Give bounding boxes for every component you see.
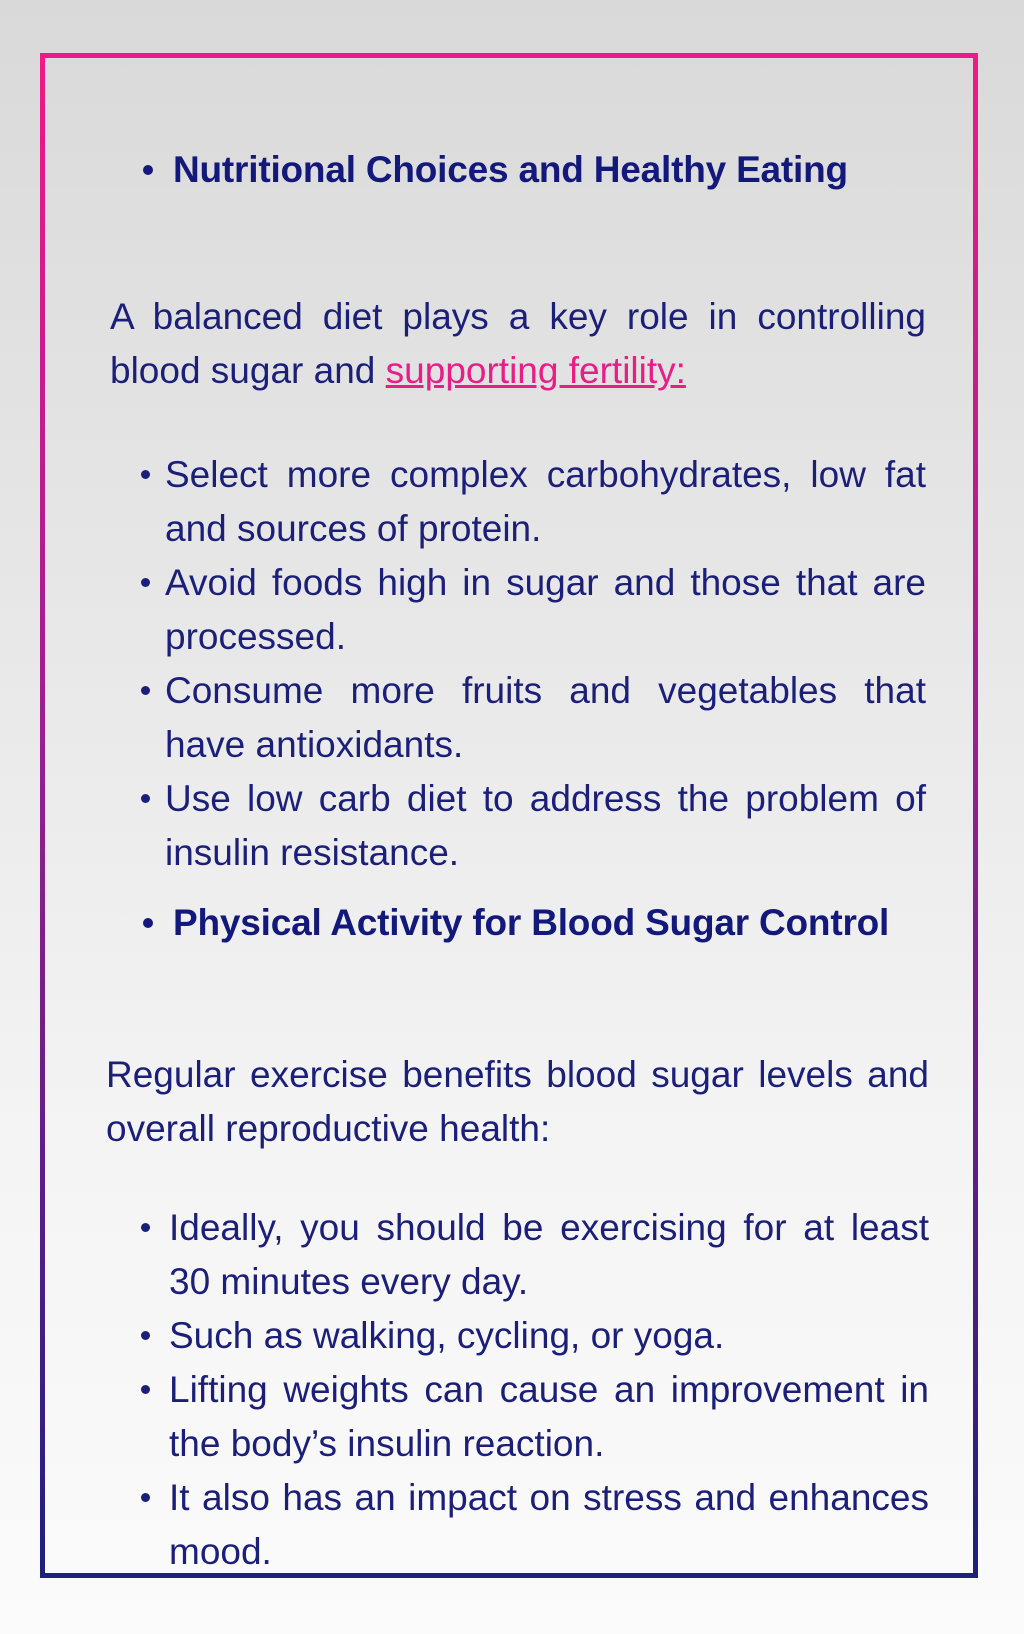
section-heading-list — [45, 903, 973, 944]
list-item: Such as walking, cycling, or yoga. — [133, 1309, 929, 1363]
list-item: Avoid foods high in sugar and those that are processed. — [133, 556, 926, 664]
supporting-fertility-link[interactable]: supporting fertility: — [385, 350, 686, 391]
section-physical-activity — [45, 902, 973, 1572]
section-intro — [110, 290, 926, 398]
list-item: It also has an impact on stress and enhances mood. — [133, 1471, 929, 1579]
list-item: Ideally, you should be exercising for at least 30 minutes every day. — [133, 1201, 929, 1309]
content-card — [40, 53, 978, 1578]
section-nutrition — [45, 149, 973, 873]
activity-list — [133, 1201, 929, 1579]
list-item: Use low carb diet to address the problem of insulin resistance. — [133, 772, 926, 880]
section-heading: Nutritional Choices and Healthy Eating — [45, 150, 973, 191]
list-item: Select more complex carbohydrates, low fat and sources of protein. — [133, 448, 926, 556]
intro-text: A balanced diet plays a key role in controlling blood sugar and — [110, 296, 926, 391]
nutrition-list — [133, 448, 926, 880]
section-intro: Regular exercise benefits blood sugar levels and overall reproductive health: — [106, 1054, 929, 1149]
section-heading-list — [45, 150, 973, 191]
list-item: Consume more fruits and vegetables that have antioxidants. — [133, 664, 926, 772]
list-item: Lifting weights can cause an improvement in the body’s insulin reaction. — [133, 1363, 929, 1471]
section-heading: Physical Activity for Blood Sugar Control — [45, 903, 973, 944]
